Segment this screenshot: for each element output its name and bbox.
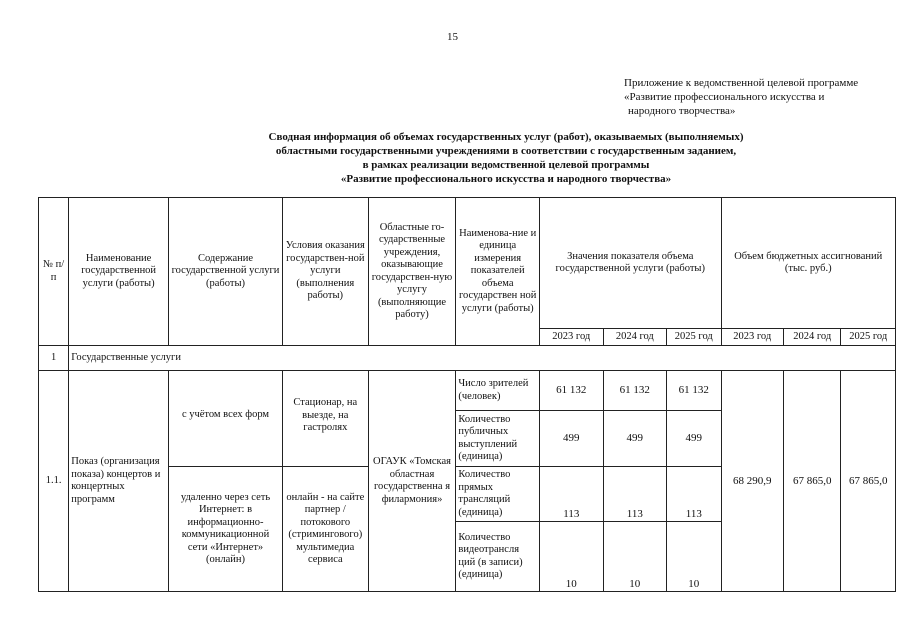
title-line: областными государственными учреждениями в соответствии с государственным заданием, bbox=[275, 145, 737, 157]
header-service-name: Наименование государственной услуги (работы) bbox=[69, 198, 169, 346]
budget-value: 68 290,9 bbox=[721, 371, 784, 592]
title-line: «Развитие профессионального искусства и народного творчества» bbox=[340, 173, 672, 185]
indicator-name: Число зрителей (человек) bbox=[456, 371, 540, 411]
row-conditions: онлайн - на сайте партнер / потокового (стримингового) мультимедиа сервиса bbox=[282, 467, 368, 592]
header-year: 2023 год bbox=[540, 329, 604, 346]
indicator-value: 113 bbox=[667, 467, 721, 522]
header-indicator: Наименова-ние и единица измерения показателей объема государствен ной услуги (работы) bbox=[456, 198, 540, 346]
appendix-line: «Развитие профессионального искусства и bbox=[624, 91, 825, 103]
indicator-value: 61 132 bbox=[540, 371, 604, 411]
indicator-value: 61 132 bbox=[667, 371, 721, 411]
title-line: Сводная информация об объемах государственных услуг (работ), оказываемых (выполняемых) bbox=[268, 131, 744, 143]
appendix-line: народного творчества» bbox=[628, 105, 736, 117]
section-title: Государственные услуги bbox=[69, 346, 896, 371]
header-conditions: Условия оказания государствен-ной услуги (выполнения работы) bbox=[282, 198, 368, 346]
row-conditions: Стационар, на выезде, на гастролях bbox=[282, 371, 368, 467]
page-number: 15 bbox=[447, 31, 458, 43]
title-line: в рамках реализации ведомственной целевой программы bbox=[362, 159, 650, 171]
row-service-name: Показ (организация показа) концертов и концертных программ bbox=[69, 371, 169, 592]
indicator-value: 499 bbox=[540, 411, 604, 467]
header-row bbox=[39, 198, 896, 329]
indicator-value: 113 bbox=[540, 467, 604, 522]
header-year: 2025 год bbox=[841, 329, 896, 346]
row-num: 1.1. bbox=[39, 371, 69, 592]
header-year: 2024 год bbox=[603, 329, 667, 346]
indicator-name: Количество видеотрансля ций (в записи) (единица) bbox=[456, 522, 540, 592]
header-budget-group: Объем бюджетных ассигнований (тыс. руб.) bbox=[721, 198, 896, 329]
header-year: 2024 год bbox=[784, 329, 841, 346]
row-content: удаленно через сеть Интернет: в информационно-коммуникационной сети «Интернет» (онлайн) bbox=[169, 467, 283, 592]
indicator-value: 61 132 bbox=[603, 371, 667, 411]
budget-value: 67 865,0 bbox=[841, 371, 896, 592]
indicator-name: Количество публичных выступлений (единица) bbox=[456, 411, 540, 467]
header-year: 2025 год bbox=[667, 329, 721, 346]
indicator-value: 113 bbox=[603, 467, 667, 522]
header-institutions: Областные го-сударственные учреждения, оказывающие государствен-ную услугу (выполняющие работу) bbox=[368, 198, 456, 346]
header-num: № п/п bbox=[39, 198, 69, 346]
section-row bbox=[39, 346, 896, 371]
indicator-name: Количество прямых трансляций (единица) bbox=[456, 467, 540, 522]
indicator-value: 10 bbox=[603, 522, 667, 592]
appendix-line: Приложение к ведомственной целевой программе bbox=[624, 77, 859, 89]
document-title bbox=[0, 130, 905, 186]
section-num: 1 bbox=[39, 346, 69, 371]
indicator-value: 499 bbox=[603, 411, 667, 467]
row-content: с учётом всех форм bbox=[169, 371, 283, 467]
indicator-value: 499 bbox=[667, 411, 721, 467]
header-year: 2023 год bbox=[721, 329, 784, 346]
header-content: Содержание государственной услуги (работы) bbox=[169, 198, 283, 346]
row-institution: ОГАУК «Томская областная государственна я филармония» bbox=[368, 371, 456, 592]
indicator-value: 10 bbox=[540, 522, 604, 592]
table-row bbox=[39, 371, 896, 411]
appendix-note bbox=[624, 76, 899, 118]
header-values-group: Значения показателя объема государственной услуги (работы) bbox=[540, 198, 721, 329]
indicator-value: 10 bbox=[667, 522, 721, 592]
budget-value: 67 865,0 bbox=[784, 371, 841, 592]
summary-table bbox=[38, 197, 896, 592]
